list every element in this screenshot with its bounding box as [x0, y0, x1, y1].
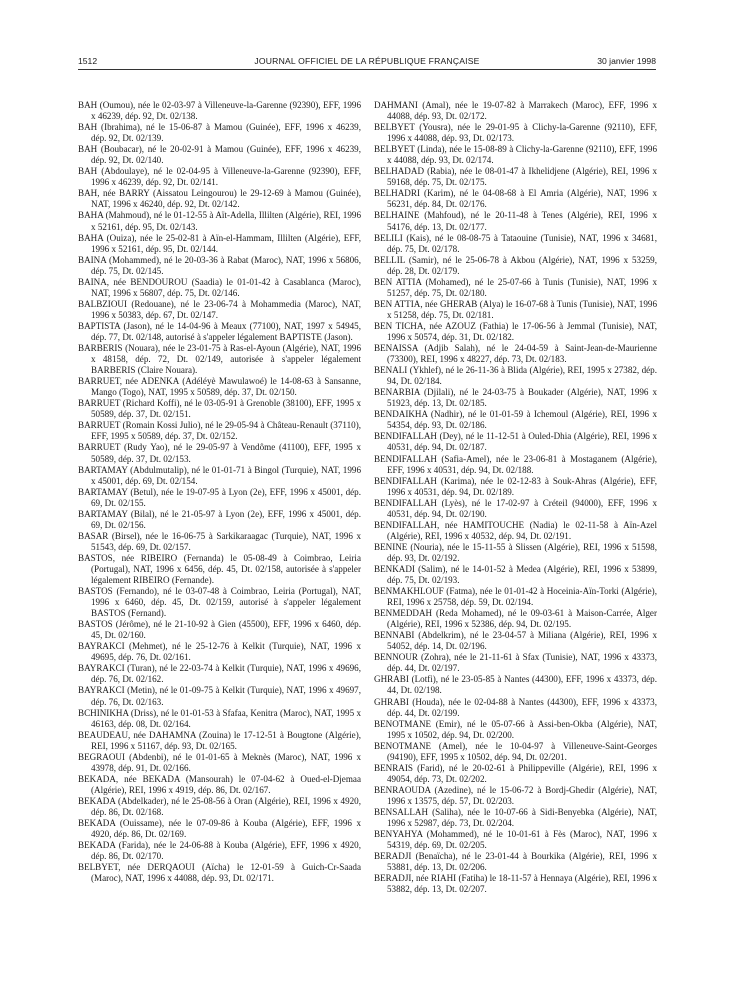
- registry-entry: BAH, née BARRY (Aissatou Leingourou) le 29-12-69 à Mamou (Guinée), NAT, 1996 x 46240, dép. 92, Dt. 02/142.: [78, 188, 361, 210]
- registry-entry: BEKADA (Abdelkader), né le 25-08-56 à Oran (Algérie), REI, 1996 x 4920, dép. 86, Dt. 02/168.: [78, 795, 361, 817]
- registry-entry: BAHA (Mahmoud), né le 01-12-55 à Aït-Adella, Illilten (Algérie), REI, 1996 x 52161, dép. 95, Dt. 02/143.: [78, 210, 361, 232]
- registry-entry: BAYRAKCI (Mehmet), né le 25-12-76 à Kelkit (Turquie), NAT, 1996 x 49695, dép. 76, Dt. 02/161.: [78, 641, 361, 663]
- page-number: 1512: [78, 56, 98, 66]
- registry-entry: BARRUET (Richard Koffi), né le 03-05-91 à Grenoble (38100), EFF, 1995 x 50589, dép. 37, Dt. 02/151.: [78, 398, 361, 420]
- registry-entry: BELHADAD (Rabia), née le 08-01-47 à Ikhelidjene (Algérie), REI, 1996 x 59168, dép. 75, Dt. 02/175.: [374, 166, 657, 188]
- registry-entry: BENRAOUDA (Azedine), né le 15-06-72 à Bordj-Ghedir (Algérie), NAT, 1996 x 13575, dép. 57, Dt. 02/203.: [374, 784, 657, 806]
- registry-entry: BENNOUR (Zohra), née le 21-11-61 à Sfax (Tunisie), NAT, 1996 x 43373, dép. 44, Dt. 02/197.: [374, 652, 657, 674]
- registry-entry: BARRUET (Rudy Yao), né le 29-05-97 à Vendôme (41100), EFF, 1995 x 50589, dép. 37, Dt. 02/153.: [78, 442, 361, 464]
- registry-entry: BAINA, née BENDOUROU (Saadia) le 01-01-42 à Casablanca (Maroc), NAT, 1996 x 56807, dép. 75, Dt. 02/146.: [78, 276, 361, 298]
- registry-entry: BAH (Boubacar), né le 20-02-91 à Mamou (Guinée), EFF, 1996 x 46239, dép. 92, Dt. 02/140.: [78, 144, 361, 166]
- registry-entry: BENDIFALLAH (Karima), née le 02-12-83 à Souk-Ahras (Algérie), EFF, 1996 x 40531, dép. 94, Dt. 02/189.: [374, 475, 657, 497]
- publication-date: 30 janvier 1998: [597, 56, 656, 66]
- registry-entry: BASTOS, née RIBEIRO (Fernanda) le 05-08-49 à Coimbrao, Leiria (Portugal), NAT, 1996 x 6456, dép. 45, Dt. 02/158, autorisée à s'appeler légalement RIBEIRO (Fernande).: [78, 552, 361, 586]
- registry-entry: BAHA (Ouiza), née le 25-02-81 à Aïn-el-Hammam, Illilten (Algérie), EFF, 1996 x 52161, dép. 95, Dt. 02/144.: [78, 232, 361, 254]
- registry-entry: BELHADRI (Karim), né le 04-08-68 à El Amria (Algérie), NAT, 1996 x 56231, dép. 84, Dt. 02/176.: [374, 188, 657, 210]
- journal-title: JOURNAL OFFICIEL DE LA RÉPUBLIQUE FRANÇAISE: [254, 56, 480, 66]
- registry-entry: BERADJI, née RIAHI (Fatiha) le 18-11-57 à Hennaya (Algérie), REI, 1996 x 53882, dép. 13, Dt. 02/207.: [374, 873, 657, 895]
- registry-entry: BENDIFALLAH (Lyès), né le 17-02-97 à Créteil (94000), EFF, 1996 x 40531, dép. 94, Dt. 02/190.: [374, 497, 657, 519]
- registry-entry: BCHINIKHA (Driss), né le 01-01-53 à Sfafaa, Kenitra (Maroc), NAT, 1995 x 46163, dép. 08, Dt. 02/164.: [78, 707, 361, 729]
- registry-entry: BENYAHYA (Mohammed), né le 10-01-61 à Fès (Maroc), NAT, 1996 x 54319, dép. 69, Dt. 02/205.: [374, 829, 657, 851]
- registry-entry: BELBYET (Linda), née le 15-08-89 à Clichy-la-Garenne (92110), EFF, 1996 x 44088, dép. 93, Dt. 02/174.: [374, 144, 657, 166]
- page-header: [78, 56, 656, 70]
- registry-entry: BENSALLAH (Saliha), née le 10-07-66 à Sidi-Benyebka (Algérie), NAT, 1996 x 52987, dép. 73, Dt. 02/204.: [374, 807, 657, 829]
- registry-entry: BARTAMAY (Bilal), né le 21-05-97 à Lyon (2e), EFF, 1996 x 45001, dép. 69, Dt. 02/156.: [78, 508, 361, 530]
- registry-entry: BEN ATTIA, née GHERAB (Alya) le 16-07-68 à Tunis (Tunisie), NAT, 1996 x 51258, dép. 75, Dt. 02/181.: [374, 298, 657, 320]
- registry-entry: BAYRAKCI (Metin), né le 01-09-75 à Kelkit (Turquie), NAT, 1996 x 49697, dép. 76, Dt. 02/163.: [78, 685, 361, 707]
- registry-entry: BAINA (Mohammed), né le 20-03-36 à Rabat (Maroc), NAT, 1996 x 56806, dép. 75, Dt. 02/145.: [78, 254, 361, 276]
- registry-entry: BELILI (Kais), né le 08-08-75 à Tataouine (Tunisie), NAT, 1996 x 34681, dép. 75, Dt. 02/178.: [374, 232, 657, 254]
- registry-entry: BENMAKHLOUF (Fatma), née le 01-01-42 à Hoceinia-Aïn-Torki (Algérie), REI, 1996 x 25758, dép. 59, Dt. 02/194.: [374, 586, 657, 608]
- registry-entry: BENDIFALLAH (Dey), né le 11-12-51 à Ouled-Dhia (Algérie), REI, 1996 x 40531, dép. 94, Dt. 02/187.: [374, 431, 657, 453]
- registry-entry: BENMEDDAH (Reda Mohamed), né le 09-03-61 à Maison-Carrée, Alger (Algérie), REI, 1996 x 52386, dép. 94, Dt. 02/195.: [374, 608, 657, 630]
- registry-entry: GHRABI (Houda), née le 02-04-88 à Nantes (44300), EFF, 1996 x 43373, dép. 44, Dt. 02/199.: [374, 696, 657, 718]
- registry-entry: BAYRAKCI (Turan), né le 22-03-74 à Kelkit (Turquie), NAT, 1996 x 49696, dép. 76, Dt. 02/162.: [78, 663, 361, 685]
- registry-entry: BELBYET (Yousra), née le 29-01-95 à Clichy-la-Garenne (92110), EFF, 1996 x 44088, dép. 93, Dt. 02/173.: [374, 122, 657, 144]
- registry-entry: BARTAMAY (Betul), née le 19-07-95 à Lyon (2e), EFF, 1996 x 45001, dép. 69, Dt. 02/155.: [78, 486, 361, 508]
- registry-entry: BERADJI (Benaïcha), né le 23-01-44 à Bourkika (Algérie), REI, 1996 x 53881, dép. 13, Dt. 02/206.: [374, 851, 657, 873]
- registry-entry: DAHMANI (Amal), née le 19-07-82 à Marrakech (Maroc), EFF, 1996 x 44088, dép. 93, Dt. 02/172.: [374, 100, 657, 122]
- header-rule: [78, 69, 656, 70]
- registry-entry: BARBERIS (Nouara), née le 23-01-75 à Ras-el-Ayoun (Algérie), NAT, 1996 x 48158, dép. 72, Dt. 02/149, autorisée à s'appeler légalement BARBERIS (Claire Nouara).: [78, 343, 361, 376]
- registry-entry: BEKADA (Ouissame), née le 07-09-86 à Kouba (Algérie), EFF, 1996 x 4920, dép. 86, Dt. 02/169.: [78, 818, 361, 840]
- registry-entry: BENDIFALLAH (Safia-Amel), née le 23-06-81 à Mostaganem (Algérie), EFF, 1996 x 40531, dép. 94, Dt. 02/188.: [374, 453, 657, 475]
- registry-entry: BENINE (Nouria), née le 15-11-55 à Slissen (Algérie), REI, 1996 x 51598, dép. 93, Dt. 02/192.: [374, 541, 657, 563]
- registry-entry: BAH (Ibrahima), né le 15-06-87 à Mamou (Guinée), EFF, 1996 x 46239, dép. 92, Dt. 02/139.: [78, 122, 361, 144]
- registry-entry: BEKADA, née BEKADA (Mansourah) le 07-04-62 à Oued-el-Djemaa (Algérie), REI, 1996 x 4919, dép. 86, Dt. 02/167.: [78, 773, 361, 795]
- registry-entry: BARRUET (Romain Kossi Julio), né le 29-05-94 à Château-Renault (37110), EFF, 1995 x 50589, dép. 37, Dt. 02/152.: [78, 420, 361, 442]
- registry-entry: BAH (Oumou), née le 02-03-97 à Villeneuve-la-Garenne (92390), EFF, 1996 x 46239, dép. 92, Dt. 02/138.: [78, 100, 361, 122]
- registry-entry: BEAUDEAU, née DAHAMNA (Zouina) le 17-12-51 à Bougtone (Algérie), REI, 1996 x 51167, dép. 93, Dt. 02/165.: [78, 729, 361, 751]
- registry-entry: BASAR (Birsel), née le 16-06-75 à Sarkikaraagac (Turquie), NAT, 1996 x 51543, dép. 69, Dt. 02/157.: [78, 530, 361, 552]
- registry-entry: BAPTISTA (Jason), né le 14-04-96 à Meaux (77100), NAT, 1997 x 54945, dép. 77, Dt. 02/148, autorisé à s'appeler légalement BAPTISTE (Jason).: [78, 320, 361, 342]
- registry-entry: BENOTMANE (Amel), née le 10-04-97 à Villeneuve-Saint-Georges (94190), EFF, 1995 x 10502, dép. 94, Dt. 02/201.: [374, 740, 657, 762]
- registry-entry: BALBZIOUI (Redouane), né le 23-06-74 à Mohammedia (Maroc), NAT, 1996 x 50383, dép. 67, Dt. 02/147.: [78, 298, 361, 320]
- right-column: [374, 100, 657, 895]
- registry-entry: BEN ATTIA (Mohamed), né le 25-07-66 à Tunis (Tunisie), NAT, 1996 x 51257, dép. 75, Dt. 02/180.: [374, 276, 657, 298]
- registry-entry: BARTAMAY (Abdulmutalip), né le 01-01-71 à Bingol (Turquie), NAT, 1996 x 45001, dép. 69, Dt. 02/154.: [78, 464, 361, 486]
- registry-entry: BENDIFALLAH, née HAMITOUCHE (Nadia) le 02-11-58 à Aïn-Azel (Algérie), REI, 1996 x 40532, dép. 94, Dt. 02/191.: [374, 519, 657, 541]
- registry-entry: BELLIL (Samir), né le 25-06-78 à Akbou (Algérie), NAT, 1996 x 53259, dép. 28, Dt. 02/179.: [374, 254, 657, 276]
- registry-entry: BAH (Abdoulaye), né le 02-04-95 à Villeneuve-la-Garenne (92390), EFF, 1996 x 46239, dép. 92, Dt. 02/141.: [78, 166, 361, 188]
- left-column: [78, 100, 361, 884]
- registry-entry: BENAISSA (Adjib Salah), né le 24-04-59 à Saint-Jean-de-Maurienne (73300), REI, 1996 x 48227, dép. 73, Dt. 02/183.: [374, 343, 657, 365]
- entries-area: [78, 100, 656, 980]
- registry-entry: BELHAINE (Mahfoud), né le 20-11-48 à Tenes (Algérie), REI, 1996 x 54176, dép. 13, Dt. 02/177.: [374, 210, 657, 232]
- registry-entry: BENNABI (Abdelkrim), né le 23-04-57 à Miliana (Algérie), REI, 1996 x 54052, dép. 14, Dt. 02/196.: [374, 630, 657, 652]
- registry-entry: BENALI (Ykhlef), né le 26-11-36 à Blida (Algérie), REI, 1995 x 27382, dép. 94, Dt. 02/184.: [374, 365, 657, 387]
- registry-entry: BEGRAOUI (Abdenbi), né le 01-01-65 à Meknès (Maroc), NAT, 1996 x 43978, dép. 91, Dt. 02/166.: [78, 751, 361, 773]
- registry-entry: BENARBIA (Djilali), né le 24-03-75 à Boukader (Algérie), NAT, 1996 x 51923, dép. 13, Dt. 02/185.: [374, 387, 657, 409]
- registry-entry: BELBYET, née DERQAOUI (Aïcha) le 12-01-59 à Guich-Cr-Saada (Maroc), NAT, 1996 x 44088, dép. 93, Dt. 02/171.: [78, 862, 361, 884]
- registry-entry: BENKADI (Salim), né le 14-01-52 à Medea (Algérie), REI, 1996 x 53899, dép. 75, Dt. 02/193.: [374, 563, 657, 586]
- registry-entry: BASTOS (Jérôme), né le 21-10-92 à Gien (45500), EFF, 1996 x 6460, dép. 45, Dt. 02/160.: [78, 619, 361, 641]
- registry-entry: BASTOS (Fernando), né le 03-07-48 à Coimbrao, Leiria (Portugal), NAT, 1996 x 6460, dép. 45, Dt. 02/159, autorisé à s'appeler légalement BASTOS (Fernand).: [78, 586, 361, 619]
- registry-entry: BENOTMANE (Emir), né le 05-07-66 à Assi-ben-Okba (Algérie), NAT, 1995 x 10502, dép. 94, Dt. 02/200.: [374, 718, 657, 740]
- registry-entry: BENDAIKHA (Nadhir), né le 01-01-59 à Ichemoul (Algérie), REI, 1996 x 54354, dép. 93, Dt. 02/186.: [374, 409, 657, 431]
- registry-entry: GHRABI (Lotfi), né le 23-05-85 à Nantes (44300), EFF, 1996 x 43373, dép. 44, Dt. 02/198.: [374, 674, 657, 696]
- registry-entry: BARRUET, née ADENKA (Adéléyè Mawulawoé) le 14-08-63 à Sansanne, Mango (Togo), NAT, 1995 x 50589, dép. 37, Dt. 02/150.: [78, 376, 361, 398]
- registry-entry: BEKADA (Farida), née le 24-06-88 à Kouba (Algérie), EFF, 1996 x 4920, dép. 86, Dt. 02/170.: [78, 840, 361, 862]
- registry-entry: BENRAIS (Farid), né le 20-02-61 à Philippeville (Algérie), REI, 1996 x 49054, dép. 73, Dt. 02/202.: [374, 762, 657, 784]
- registry-entry: BEN TICHA, née AZOUZ (Fathia) le 17-06-56 à Jemmal (Tunisie), NAT, 1996 x 50574, dép. 31, Dt. 02/182.: [374, 320, 657, 342]
